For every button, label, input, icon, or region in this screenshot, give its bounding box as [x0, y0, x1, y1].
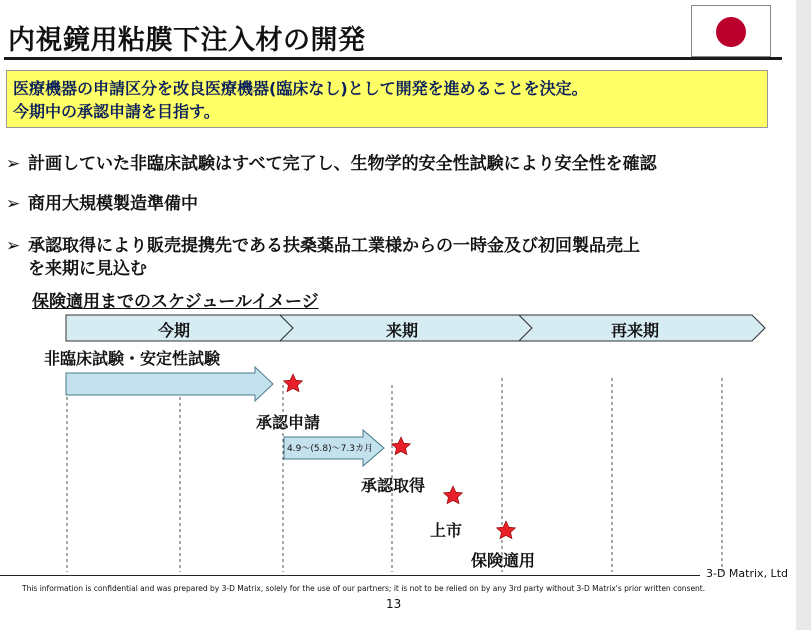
bullet-continuation: を来期に見込む [28, 259, 147, 279]
callout-line-1: 医療機器の申請区分を改良医療機器(臨床なし)として開発を進めることを決定。 [13, 79, 588, 98]
star-icon [284, 374, 303, 392]
bullet-marker-icon: ➢ [6, 236, 21, 256]
milestone-label: 承認申請 [256, 413, 321, 432]
bullet-marker-icon: ➢ [6, 154, 21, 174]
bullet-text: 承認取得により販売提携先である扶桑薬品工業様からの一時金及び初回製品売上 [28, 236, 640, 256]
confidentiality-notice: This information is confidential and was prepared by 3-D Matrix, solely for the use of our partners; it is not to be relied on by any 3rd party without 3-D Matrix's prior written consent. [22, 584, 706, 593]
star-icon [497, 521, 516, 539]
test-period-arrow [66, 367, 273, 401]
phase-label-next: 来期 [386, 321, 419, 340]
page-number: 13 [386, 597, 402, 611]
star-icon [444, 486, 463, 504]
phase-label-current: 今期 [158, 321, 191, 340]
company-name: 3-D Matrix, Ltd [706, 567, 788, 580]
phase-label-after-next: 再来期 [611, 321, 660, 340]
footer-rule [0, 575, 700, 576]
milestone-label: 保険適用 [471, 551, 536, 570]
bullet-text: 商用大規模製造準備中 [28, 194, 198, 214]
bullet-text: 計画していた非臨床試験はすべて完了し、生物学的安全性試験により安全性を確認 [28, 154, 657, 174]
review-period-text: 4.9〜(5.8)〜7.3カ月 [287, 444, 373, 454]
callout-line-2: 今期中の承認申請を目指す。 [13, 102, 220, 121]
bullet-marker-icon: ➢ [6, 194, 21, 214]
task-label: 非臨床試験・安定性試験 [44, 349, 221, 368]
page-title: 内視鏡用粘膜下注入材の開発 [8, 25, 366, 56]
milestone-label: 上市 [430, 521, 463, 540]
star-icon [392, 437, 411, 455]
schedule-title: 保険適用までのスケジュールイメージ [32, 292, 319, 312]
milestone-label: 承認取得 [361, 476, 426, 495]
